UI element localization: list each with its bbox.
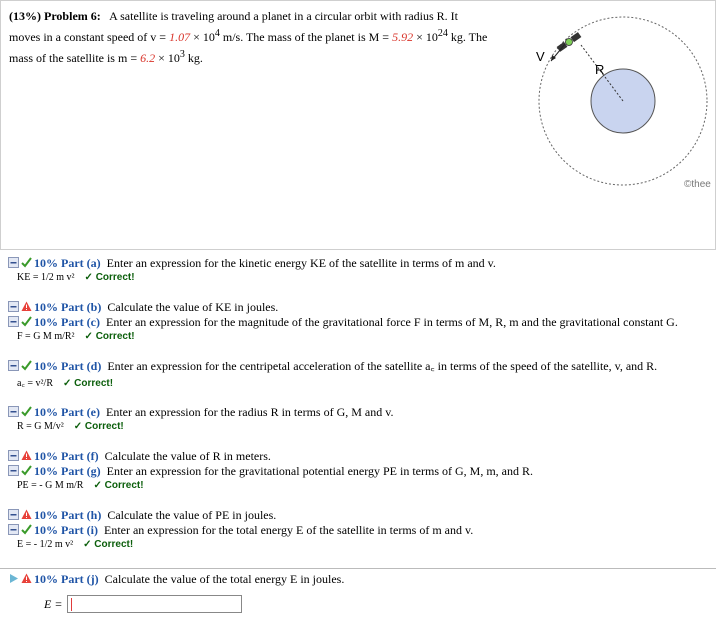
part-question: Calculate the value of KE in joules. <box>107 300 279 314</box>
part-label: 10% Part (b) <box>34 300 102 314</box>
part-question: Enter an expression for the total energy E of the satellite in terms of m and v. <box>103 523 474 537</box>
part-answer <box>17 375 113 389</box>
correct-badge: ✓ Correct! <box>84 331 135 342</box>
part-question: Calculate the value of R in meters. <box>104 449 271 463</box>
warning-icon <box>21 301 32 312</box>
part-answer <box>17 421 124 432</box>
part-row[interactable] <box>8 256 496 270</box>
label-v: V <box>536 49 545 64</box>
warning-icon <box>21 573 32 584</box>
mass-planet-text: m/s. The mass of the planet is M = <box>219 30 393 44</box>
text-cursor <box>71 598 72 611</box>
m-value: 6.2 <box>140 51 156 65</box>
answer-expression: F = G M m/R² <box>17 331 75 342</box>
part-question: Enter an expression for the centripetal acceleration of the satellite a꜀ in terms of the speed of the satellite, v, and R. <box>107 359 658 373</box>
problem-line-3: mass of the satellite is m = <box>9 51 141 65</box>
part-question: Enter an expression for the kinetic energy KE of the satellite in terms of m and v. <box>106 256 496 270</box>
collapse-icon[interactable] <box>8 509 19 520</box>
m-exp: 3 <box>179 49 185 60</box>
checkmark-icon <box>21 257 32 268</box>
part-answer <box>17 480 144 491</box>
part-row[interactable] <box>8 508 276 522</box>
v-exp: 4 <box>214 28 220 39</box>
problem-line-2: moves in a constant speed of v = <box>9 30 170 44</box>
m-post: kg. <box>184 51 203 65</box>
answer-expression: E = - 1/2 m v² <box>17 539 74 550</box>
e-input-label: E = <box>44 597 63 611</box>
collapse-icon[interactable] <box>8 360 19 371</box>
answer-expression: PE = - G M m/R <box>17 480 84 491</box>
part-question: Enter an expression for the magnitude of the gravitational force F in terms of M, R, m and the gravitational constant G. <box>105 315 678 329</box>
M-times: × 10 <box>413 30 438 44</box>
e-answer-input[interactable] <box>67 595 242 613</box>
checkmark-icon <box>21 406 32 417</box>
v-times: × 10 <box>190 30 215 44</box>
part-row[interactable] <box>8 359 657 373</box>
correct-badge: ✓ Correct! <box>83 539 134 550</box>
M-post: kg. The <box>447 30 488 44</box>
part-row[interactable] <box>8 300 278 314</box>
part-row[interactable] <box>8 572 344 586</box>
correct-badge: ✓ Correct! <box>84 272 135 283</box>
part-label: 10% Part (j) <box>34 572 99 586</box>
answer-expression: KE = 1/2 m v² <box>17 272 75 283</box>
collapse-icon[interactable] <box>8 301 19 312</box>
checkmark-icon <box>21 524 32 535</box>
part-label: 10% Part (a) <box>34 256 101 270</box>
label-r: R <box>595 62 605 77</box>
correct-badge: ✓ Correct! <box>73 421 124 432</box>
warning-icon <box>21 450 32 461</box>
part-label: 10% Part (h) <box>34 508 102 522</box>
answer-expression: R = G M/v² <box>17 421 64 432</box>
problem-text <box>9 8 499 67</box>
part-row[interactable] <box>8 315 678 329</box>
part-question: Calculate the value of PE in joules. <box>107 508 277 522</box>
checkmark-icon <box>21 316 32 327</box>
problem-header: (13%) Problem 6: <box>9 9 101 23</box>
correct-badge: ✓ Correct! <box>63 378 114 389</box>
part-question: Enter an expression for the radius R in terms of G, M and v. <box>105 405 394 419</box>
part-question: Enter an expression for the gravitational potential energy PE in terms of G, M, m, and R. <box>106 464 534 478</box>
problem-line-1: A satellite is traveling around a planet in a circular orbit with radius R. It <box>109 9 459 23</box>
part-label: 10% Part (d) <box>34 359 102 373</box>
part-question: Calculate the value of the total energy E in joules. <box>104 572 345 586</box>
part-row[interactable] <box>8 464 533 478</box>
part-answer <box>17 272 135 283</box>
part-label: 10% Part (e) <box>34 405 100 419</box>
checkmark-icon <box>21 360 32 371</box>
warning-icon <box>21 509 32 520</box>
v-value: 1.07 <box>169 30 191 44</box>
collapse-icon[interactable] <box>8 406 19 417</box>
part-answer <box>17 331 135 342</box>
M-exp: 24 <box>437 28 448 39</box>
divider <box>0 568 716 569</box>
collapse-icon[interactable] <box>8 465 19 476</box>
watermark: ©thee <box>684 179 711 190</box>
part-label: 10% Part (g) <box>34 464 101 478</box>
expand-icon[interactable] <box>8 573 19 584</box>
part-label: 10% Part (c) <box>34 315 100 329</box>
checkmark-icon <box>21 465 32 476</box>
part-label: 10% Part (f) <box>34 449 99 463</box>
part-row[interactable] <box>8 449 271 463</box>
M-value: 5.92 <box>392 30 414 44</box>
part-row[interactable] <box>8 523 473 537</box>
part-row[interactable] <box>8 405 393 419</box>
collapse-icon[interactable] <box>8 450 19 461</box>
collapse-icon[interactable] <box>8 316 19 327</box>
orbit-diagram <box>531 7 716 219</box>
collapse-icon[interactable] <box>8 257 19 268</box>
answer-expression: a꜀ = v²/R <box>17 378 53 389</box>
collapse-icon[interactable] <box>8 524 19 535</box>
m-times: × 10 <box>155 51 180 65</box>
correct-badge: ✓ Correct! <box>93 480 144 491</box>
problem-statement <box>0 0 716 250</box>
part-label: 10% Part (i) <box>34 523 98 537</box>
part-answer <box>17 539 133 550</box>
